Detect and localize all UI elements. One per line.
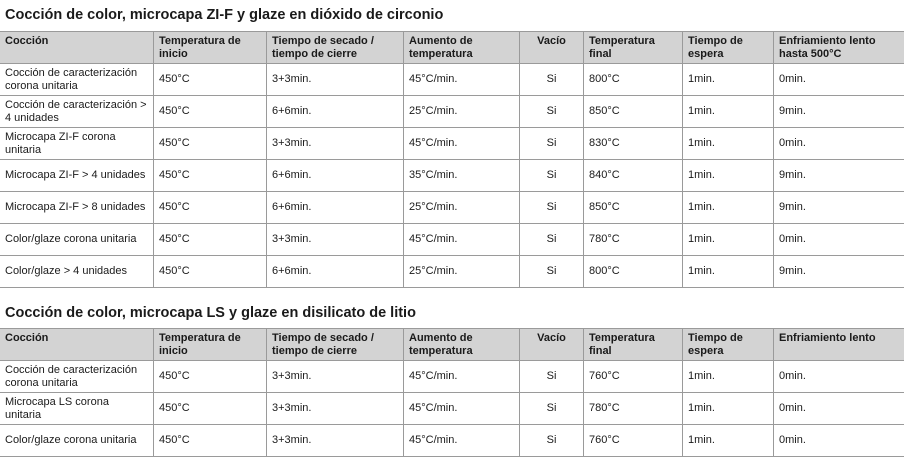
col-header-temp-inicio: Temperatura de inicio: [154, 32, 267, 64]
col-header-tiempo-espera: Tiempo de espera: [683, 32, 774, 64]
col-header-vacio: Vacío: [520, 329, 584, 361]
cell-enfriamiento: 0min.: [774, 393, 904, 425]
col-header-enfriamiento: Enfriamiento lento: [774, 329, 904, 361]
cell-tiempo-secado: 3+3min.: [267, 128, 404, 160]
cell-temp-final: 800°C: [584, 64, 683, 96]
cell-temp-inicio: 450°C: [154, 64, 267, 96]
cell-tiempo-espera: 1min.: [683, 160, 774, 192]
cell-aumento-temp: 45°C/min.: [404, 128, 520, 160]
table-row: [0, 425, 904, 457]
cell-tiempo-espera: 1min.: [683, 425, 774, 457]
cell-vacio: Si: [520, 361, 584, 393]
table-row: [0, 256, 904, 288]
section-title-zirconia: Cocción de color, microcapa ZI-F y glaze en dióxido de circonio: [5, 7, 444, 23]
col-header-tiempo-secado: Tiempo de secado / tiempo de cierre: [267, 329, 404, 361]
cell-aumento-temp: 25°C/min.: [404, 96, 520, 128]
table-row: [0, 192, 904, 224]
cell-vacio: Si: [520, 96, 584, 128]
cell-tiempo-secado: 3+3min.: [267, 425, 404, 457]
col-header-temp-final: Temperatura final: [584, 32, 683, 64]
table-row: [0, 96, 904, 128]
cell-enfriamiento: 0min.: [774, 361, 904, 393]
cell-temp-inicio: 450°C: [154, 224, 267, 256]
table-row: [0, 160, 904, 192]
cell-temp-inicio: 450°C: [154, 128, 267, 160]
cell-vacio: Si: [520, 224, 584, 256]
col-header-vacio: Vacío: [520, 32, 584, 64]
cell-tiempo-espera: 1min.: [683, 256, 774, 288]
cell-enfriamiento: 0min.: [774, 224, 904, 256]
cell-aumento-temp: 45°C/min.: [404, 224, 520, 256]
cell-tiempo-secado: 6+6min.: [267, 256, 404, 288]
col-header-tiempo-espera: Tiempo de espera: [683, 329, 774, 361]
cell-enfriamiento: 9min.: [774, 96, 904, 128]
col-header-temp-inicio: Temperatura de inicio: [154, 329, 267, 361]
cell-enfriamiento: 9min.: [774, 160, 904, 192]
cell-vacio: Si: [520, 160, 584, 192]
cell-vacio: Si: [520, 393, 584, 425]
cell-temp-final: 780°C: [584, 393, 683, 425]
cell-temp-final: 850°C: [584, 192, 683, 224]
table-header-row: [0, 32, 904, 64]
cell-temp-inicio: 450°C: [154, 160, 267, 192]
cell-vacio: Si: [520, 128, 584, 160]
cell-coccion: Cocción de caracterización corona unitaria: [0, 361, 154, 393]
cell-aumento-temp: 45°C/min.: [404, 361, 520, 393]
cell-temp-final: 800°C: [584, 256, 683, 288]
cell-enfriamiento: 0min.: [774, 425, 904, 457]
cell-aumento-temp: 25°C/min.: [404, 256, 520, 288]
cell-temp-inicio: 450°C: [154, 256, 267, 288]
cell-coccion: Cocción de caracterización corona unitaria: [0, 64, 154, 96]
cell-aumento-temp: 45°C/min.: [404, 64, 520, 96]
cell-coccion: Microcapa ZI-F corona unitaria: [0, 128, 154, 160]
section-title-lithium-disilicate: Cocción de color, microcapa LS y glaze en disilicato de litio: [5, 305, 416, 321]
col-header-temp-final: Temperatura final: [584, 329, 683, 361]
cell-temp-inicio: 450°C: [154, 96, 267, 128]
cell-coccion: Cocción de caracterización > 4 unidades: [0, 96, 154, 128]
table-row: [0, 224, 904, 256]
col-header-coccion: Cocción: [0, 32, 154, 64]
cell-tiempo-espera: 1min.: [683, 224, 774, 256]
cell-tiempo-secado: 3+3min.: [267, 224, 404, 256]
cell-aumento-temp: 25°C/min.: [404, 192, 520, 224]
cell-temp-final: 760°C: [584, 361, 683, 393]
cell-aumento-temp: 45°C/min.: [404, 393, 520, 425]
cell-enfriamiento: 0min.: [774, 128, 904, 160]
cell-temp-inicio: 450°C: [154, 192, 267, 224]
cell-aumento-temp: 35°C/min.: [404, 160, 520, 192]
cell-vacio: Si: [520, 64, 584, 96]
cell-coccion: Color/glaze corona unitaria: [0, 425, 154, 457]
cell-coccion: Microcapa ZI-F > 8 unidades: [0, 192, 154, 224]
cell-enfriamiento: 9min.: [774, 256, 904, 288]
table-row: [0, 393, 904, 425]
cell-tiempo-secado: 6+6min.: [267, 160, 404, 192]
cell-tiempo-espera: 1min.: [683, 128, 774, 160]
cell-tiempo-secado: 3+3min.: [267, 361, 404, 393]
col-header-tiempo-secado: Tiempo de secado / tiempo de cierre: [267, 32, 404, 64]
table-body: [0, 361, 904, 457]
cell-coccion: Microcapa ZI-F > 4 unidades: [0, 160, 154, 192]
cell-temp-inicio: 450°C: [154, 361, 267, 393]
table-row: [0, 128, 904, 160]
cell-tiempo-secado: 3+3min.: [267, 64, 404, 96]
cell-temp-final: 780°C: [584, 224, 683, 256]
cell-temp-inicio: 450°C: [154, 393, 267, 425]
col-header-enfriamiento: Enfriamiento lento hasta 500°C: [774, 32, 904, 64]
col-header-aumento-temp: Aumento de temperatura: [404, 32, 520, 64]
cell-temp-final: 840°C: [584, 160, 683, 192]
cell-vacio: Si: [520, 192, 584, 224]
cell-temp-final: 850°C: [584, 96, 683, 128]
cell-tiempo-secado: 3+3min.: [267, 393, 404, 425]
cell-coccion: Color/glaze > 4 unidades: [0, 256, 154, 288]
cell-temp-final: 830°C: [584, 128, 683, 160]
table-body: [0, 64, 904, 288]
cell-enfriamiento: 0min.: [774, 64, 904, 96]
cell-vacio: Si: [520, 256, 584, 288]
col-header-aumento-temp: Aumento de temperatura: [404, 329, 520, 361]
cell-vacio: Si: [520, 425, 584, 457]
firing-table-zirconia: [0, 31, 904, 288]
cell-tiempo-secado: 6+6min.: [267, 96, 404, 128]
cell-tiempo-espera: 1min.: [683, 361, 774, 393]
table-header-row: [0, 329, 904, 361]
cell-tiempo-espera: 1min.: [683, 192, 774, 224]
cell-coccion: Color/glaze corona unitaria: [0, 224, 154, 256]
cell-tiempo-espera: 1min.: [683, 64, 774, 96]
cell-temp-final: 760°C: [584, 425, 683, 457]
col-header-coccion: Cocción: [0, 329, 154, 361]
table-row: [0, 361, 904, 393]
cell-coccion: Microcapa LS corona unitaria: [0, 393, 154, 425]
cell-tiempo-espera: 1min.: [683, 393, 774, 425]
cell-tiempo-secado: 6+6min.: [267, 192, 404, 224]
cell-temp-inicio: 450°C: [154, 425, 267, 457]
cell-tiempo-espera: 1min.: [683, 96, 774, 128]
cell-aumento-temp: 45°C/min.: [404, 425, 520, 457]
cell-enfriamiento: 9min.: [774, 192, 904, 224]
table-row: [0, 64, 904, 96]
firing-table-lithium-disilicate: [0, 328, 904, 457]
